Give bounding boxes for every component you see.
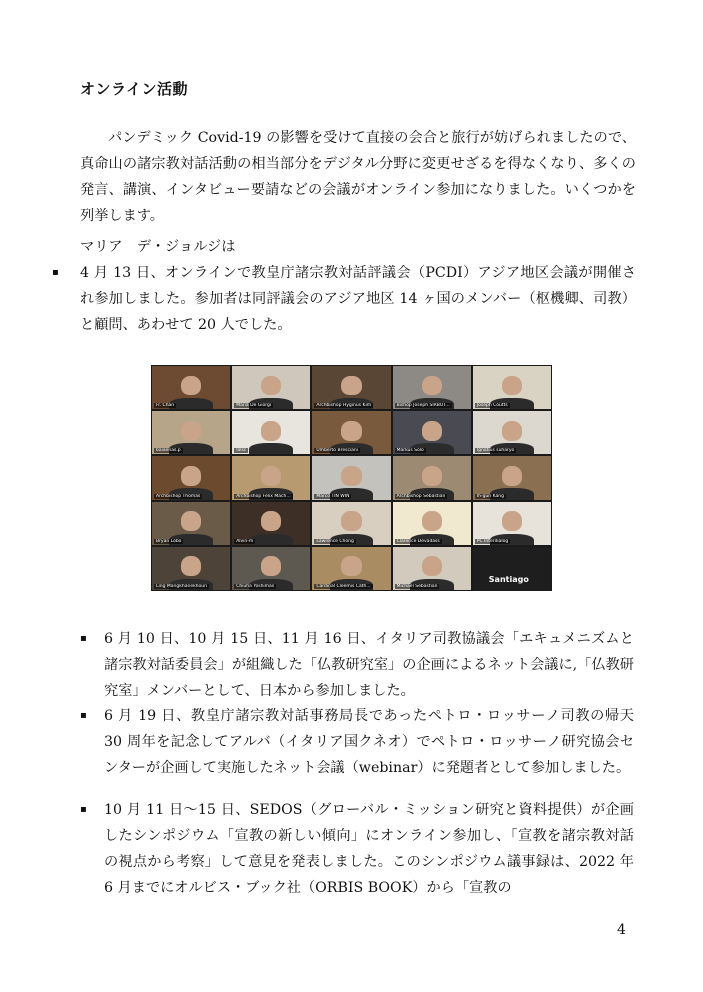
participant-tile bbox=[152, 366, 230, 409]
participant-name-label: PC Interdialog bbox=[476, 538, 509, 544]
participant-name-label: Joseph Coutts bbox=[476, 403, 508, 409]
participant-tile bbox=[152, 547, 230, 590]
participant-name-label: Bishop Joseph SIRBUT... bbox=[396, 403, 450, 409]
bullet-icon: ▪ bbox=[80, 633, 87, 644]
intro-paragraph: パンデミック Covid-19 の影響を受けて直接の会合と旅行が妨げられましたので、真命山の諸宗教対話活動の相当部分をデジタル分野に変更せざるを得なくなり、多くの発言、講演、インタビュー要請などの会議がオンライン参加になりました。いくつかを列挙します。 bbox=[80, 130, 636, 224]
participant-face bbox=[181, 421, 201, 441]
participant-name-label: Michael Sebastian bbox=[396, 584, 438, 589]
participant-face bbox=[502, 466, 522, 486]
participant-tile bbox=[232, 502, 310, 545]
participant-name-label: Maria De Giorgi bbox=[236, 403, 272, 409]
participant-face bbox=[341, 466, 361, 486]
participant-face bbox=[181, 376, 201, 396]
participant-name-label: Archbishop Felix Mach... bbox=[236, 493, 291, 499]
participant-name-label: Fr. Chan bbox=[156, 403, 175, 409]
participant-tile bbox=[473, 366, 551, 409]
participant-tile bbox=[473, 411, 551, 454]
participant-name-label: Clarence Devadass bbox=[396, 538, 440, 544]
participant-tile bbox=[152, 411, 230, 454]
participant-face bbox=[261, 421, 281, 441]
list-item-text: 6 月 19 日、教皇庁諸宗教対話事務局長であったペトロ・ロッサーノ司教の帰天 30 周年を記念してアルバ（イタリア国クネオ）でペトロ・ロッサーノ研究協会センターが企画して実施したネット会議（webinar）に発題者として参加しました。 bbox=[104, 708, 634, 776]
participant-name-label: Archbishop Hyginus Kim bbox=[316, 403, 372, 409]
participant-tile bbox=[312, 411, 390, 454]
participant-name-label: Marco TIN WIN bbox=[316, 493, 350, 499]
participant-face bbox=[341, 376, 361, 396]
participant-name-label: Chiuha Yoshimas bbox=[236, 584, 275, 589]
list-item-text: 4 月 13 日、オンラインで教皇庁諸宗教対話評議会（PCDI）アジア地区会議が開催され参加しました。参加者は同評議会のアジア地区 14 ヶ国のメンバー（枢機卿、司教）と顧問、あわせて 20 人でした。 bbox=[80, 265, 636, 333]
list-item bbox=[80, 626, 634, 704]
participant-tile bbox=[393, 456, 471, 499]
participant-face bbox=[341, 421, 361, 441]
participant-name-label: lalsc bbox=[236, 448, 247, 454]
participant-name-label: baiaenas.p bbox=[156, 448, 181, 454]
participant-tile bbox=[312, 547, 390, 590]
participant-name-label: Markus Solo bbox=[396, 448, 424, 454]
list-item bbox=[80, 703, 634, 781]
participant-face bbox=[502, 376, 522, 396]
list-item-text: 10 月 11 日〜15 日、SEDOS（グローバル・ミッション研究と資料提供）が企画したシンポジウム「宣教の新しい傾向」にオンライン参加し、「宣教を諸宗教対話の視点から考察」して意見を発表しました。このシンポジウム議事録は、2022 年 6 月までにオルビス・ブック社（ORBIS BOOK）から「宣教の bbox=[104, 802, 634, 896]
section-heading: オンライン活動 bbox=[80, 80, 189, 98]
participant-tile bbox=[393, 411, 471, 454]
participant-name-label: Archbishop Thomas bbox=[156, 493, 201, 499]
participant-name-label: Archbishop Sebastian bbox=[396, 493, 446, 499]
participant-face bbox=[181, 466, 201, 486]
participant-tile bbox=[232, 456, 310, 499]
list-item bbox=[52, 260, 636, 338]
participant-name-label: Bryan Lobo bbox=[156, 538, 182, 544]
participant-face bbox=[341, 556, 361, 576]
participant-tile bbox=[152, 456, 230, 499]
bullet-icon: ▪ bbox=[52, 267, 59, 278]
participant-face bbox=[261, 556, 281, 576]
list-item bbox=[80, 797, 634, 901]
participant-name-label: Ling Mangkhanekhoun bbox=[156, 584, 207, 589]
participant-tile bbox=[393, 547, 471, 590]
participant-name-label: Ignatius suharyo bbox=[476, 448, 515, 454]
participant-face bbox=[422, 511, 442, 531]
participant-face bbox=[261, 511, 281, 531]
participant-tile bbox=[473, 502, 551, 545]
participant-name-label: Cardinal Cleemis Cath... bbox=[316, 584, 371, 589]
participant-tile bbox=[152, 502, 230, 545]
participant-face bbox=[422, 466, 442, 486]
author-line: マリア デ・ジョルジは bbox=[80, 239, 236, 255]
participant-tile bbox=[473, 547, 551, 590]
participant-face bbox=[181, 511, 201, 531]
participant-face bbox=[422, 556, 442, 576]
participant-face bbox=[181, 556, 201, 576]
participant-tile bbox=[312, 456, 390, 499]
participant-tile bbox=[232, 547, 310, 590]
list-item-text: 6 月 10 日、10 月 15 日、11 月 16 日、イタリア司教協議会「エキュメニズムと諸宗教対話委員会」が組織した「仏教研究室」の企画によるネット会議に,「仏教研究室」メンバーとして、日本から参加しました。 bbox=[104, 631, 634, 699]
participant-face bbox=[502, 511, 522, 531]
participant-name-label: Alvin-m bbox=[236, 538, 254, 544]
participant-face bbox=[341, 511, 361, 531]
participant-name-label: Santiago bbox=[488, 575, 529, 584]
participant-name-label: Lawrence Chong bbox=[316, 538, 354, 544]
page-number: 4 bbox=[617, 922, 626, 938]
participant-name-label: Umberto Bresciani bbox=[316, 448, 359, 454]
participant-tile bbox=[232, 366, 310, 409]
bullet-icon: ▪ bbox=[80, 804, 87, 815]
participant-tile bbox=[473, 456, 551, 499]
participant-name-label: Ih-gun Kang bbox=[476, 493, 504, 499]
participant-tile bbox=[232, 411, 310, 454]
video-conference-photo bbox=[151, 365, 552, 591]
participant-face bbox=[422, 421, 442, 441]
participant-face bbox=[502, 421, 522, 441]
participant-body bbox=[249, 534, 293, 545]
participant-face bbox=[261, 466, 281, 486]
participant-body bbox=[249, 443, 293, 454]
participant-face bbox=[261, 376, 281, 396]
participant-face bbox=[422, 376, 442, 396]
bullet-icon: ▪ bbox=[80, 710, 87, 721]
participant-tile bbox=[393, 366, 471, 409]
participant-tile bbox=[312, 502, 390, 545]
participant-tile bbox=[393, 502, 471, 545]
participant-tile bbox=[312, 366, 390, 409]
